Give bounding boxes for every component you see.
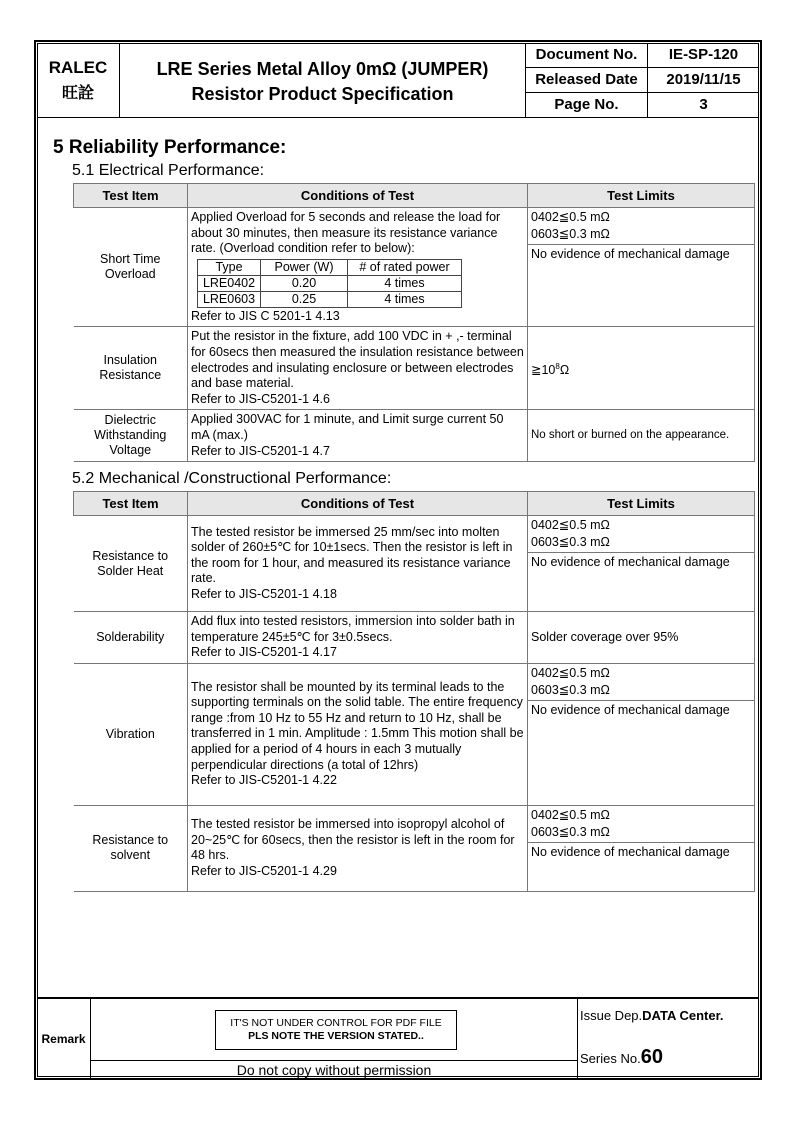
sub-cell: 4 times — [348, 291, 462, 307]
conditions-text: Add flux into tested resistors, immersion into solder bath in temperature 245±5℃ for 3±0.5secs. — [191, 614, 515, 644]
reference-text: Refer to JIS-C5201-1 4.17 — [191, 645, 337, 660]
test-item-cell: Short Time Overload — [74, 208, 188, 327]
header-limits: Test Limits — [528, 184, 755, 208]
sub-cell: 4 times — [348, 275, 462, 291]
limit-damage: No evidence of mechanical damage — [531, 844, 730, 859]
sub-table-row — [198, 291, 462, 307]
limits-cell — [528, 516, 755, 612]
header-limits: Test Limits — [528, 492, 755, 516]
issue-label: Issue Dep. — [580, 1008, 643, 1023]
test-item-cell: Dielectric Withstanding Voltage — [74, 410, 188, 462]
pdf-control-notice — [215, 1010, 457, 1050]
title-line-1: LRE Series Metal Alloy 0mΩ (JUMPER) — [156, 59, 489, 79]
table-row — [74, 516, 755, 612]
sub-header-power: Power (W) — [261, 259, 348, 275]
limits-cell — [528, 410, 755, 462]
limit-damage: No evidence of mechanical damage — [531, 702, 730, 717]
limits-cell — [528, 663, 755, 805]
subsection-electrical: 5.1 Electrical Performance: — [72, 162, 265, 179]
meta-row-document-no — [526, 43, 759, 68]
limit-0402: 0402≦0.5 mΩ — [531, 210, 610, 224]
header-conditions: Conditions of Test — [188, 492, 528, 516]
limit-exponent: 8 — [555, 361, 560, 371]
sub-cell: LRE0402 — [198, 275, 261, 291]
header-test-item: Test Item — [74, 184, 188, 208]
meta-value: 3 — [699, 96, 708, 113]
limits-resistance — [528, 806, 754, 843]
sub-cell: 0.25 — [261, 291, 348, 307]
title-line-2: Resistor Product Specification — [191, 84, 454, 104]
table-row — [74, 208, 755, 327]
test-item-cell: Solderability — [74, 612, 188, 664]
table-header-row — [74, 492, 755, 516]
conditions-cell — [188, 410, 528, 462]
limit-0603: 0603≦0.3 mΩ — [531, 824, 610, 839]
limit-unit: Ω — [559, 362, 570, 377]
series-value: 60 — [640, 1046, 663, 1068]
limit-0402: 0402≦0.5 mΩ — [531, 807, 610, 822]
footer-info — [577, 999, 759, 1079]
limit-prefix: ≧10 — [531, 362, 556, 377]
limit-0603: 0603≦0.3 mΩ — [531, 682, 610, 697]
sub-header-rated-power: # of rated power — [348, 259, 462, 275]
limit-dielectric: No short or burned on the appearance. — [531, 429, 730, 442]
table-row — [74, 327, 755, 410]
conditions-text: Applied 300VAC for 1 minute, and Limit surge current 50 mA (max.) — [191, 412, 504, 442]
conditions-cell — [188, 805, 528, 891]
meta-label: Page No. — [526, 93, 648, 117]
logo-english: RALEC — [48, 58, 108, 77]
limit-damage: No evidence of mechanical damage — [531, 247, 730, 261]
table-row — [74, 805, 755, 891]
series-label: Series No. — [580, 1051, 641, 1066]
subsection-mechanical: 5.2 Mechanical /Constructional Performance: — [72, 470, 392, 487]
overload-condition-table — [197, 259, 462, 308]
conditions-text: Applied Overload for 5 seconds and release the load for about 30 minutes, then measure its resistance variance rate. (Overload condition refer to below): — [191, 210, 501, 256]
table-row — [74, 663, 755, 805]
limit-insulation — [528, 357, 754, 380]
conditions-text: Put the resistor in the fixture, add 100 VDC in + ,- terminal for 60secs then measured the insulation resistance between electrodes and insulating enclosure or between electrodes and base material. — [191, 329, 524, 391]
limits-cell — [528, 805, 755, 891]
limits-cell — [528, 327, 755, 410]
meta-row-released-date — [526, 68, 759, 93]
limit-damage: No evidence of mechanical damage — [531, 555, 730, 569]
reference-text: Refer to JIS-C5201-1 4.6 — [191, 391, 330, 406]
section-title: 5 Reliability Performance: — [53, 137, 287, 158]
conditions-cell — [188, 208, 528, 327]
reference-text: Refer to JIS-C5201-1 4.7 — [191, 443, 330, 458]
notice-line-2: PLS NOTE THE VERSION STATED.. — [248, 1030, 424, 1042]
copy-notice: Do not copy without permission — [91, 1060, 577, 1079]
electrical-performance-table — [73, 183, 755, 462]
meta-label: Document No. — [526, 43, 648, 67]
conditions-cell — [188, 612, 528, 664]
page-footer — [37, 997, 759, 1077]
sub-table-row — [198, 275, 462, 291]
limits-resistance — [528, 208, 754, 245]
sub-cell: LRE0603 — [198, 291, 261, 307]
test-item-cell: Insulation Resistance — [74, 327, 188, 410]
series-number — [580, 1046, 663, 1069]
reference-text: Refer to JIS-C5201-1 4.18 — [191, 586, 337, 601]
limits-cell — [528, 208, 755, 327]
header-conditions: Conditions of Test — [188, 184, 528, 208]
sub-table-header — [198, 259, 462, 275]
conditions-text: The tested resistor be immersed 25 mm/sec into molten solder of 260±5℃ for 10±1secs. Then the resistor is left in the room for 1 hour, and measured its resistance variance rate. — [191, 524, 513, 586]
sub-cell: 0.20 — [261, 275, 348, 291]
table-row — [74, 612, 755, 664]
meta-value: IE-SP-120 — [668, 46, 739, 63]
reference-text: Refer to JIS C 5201-1 4.13 — [191, 308, 340, 323]
remark-label: Remark — [37, 999, 91, 1079]
company-logo — [37, 43, 120, 118]
limits-resistance — [528, 664, 754, 701]
conditions-text: The resistor shall be mounted by its terminal leads to the supporting terminals on the solid table. The entire frequency range :from 10 Hz to 55 Hz and return to 10 Hz, shall be transferred in 1 min. Amplitude : 1.5mm This motion shall be applied for a period of 4 hours in each 3 mutually perpendicular directions (a total of 12hrs) — [191, 679, 524, 772]
test-item-cell: Resistance to solvent — [74, 805, 188, 891]
limits-cell — [528, 612, 755, 664]
issue-value: DATA Center. — [642, 1008, 724, 1023]
document-title — [120, 43, 525, 118]
meta-row-page-no — [526, 93, 759, 117]
conditions-cell — [188, 327, 528, 410]
table-row — [74, 410, 755, 462]
notice-line-1: IT'S NOT UNDER CONTROL FOR PDF FILE — [230, 1017, 442, 1029]
reference-text: Refer to JIS-C5201-1 4.29 — [191, 863, 337, 878]
limit-0402: 0402≦0.5 mΩ — [531, 518, 610, 532]
reference-text: Refer to JIS-C5201-1 4.22 — [191, 773, 337, 788]
limit-0402: 0402≦0.5 mΩ — [531, 665, 610, 680]
limit-solder-coverage: Solder coverage over 95% — [531, 629, 679, 644]
limits-resistance — [528, 516, 754, 553]
header-test-item: Test Item — [74, 492, 188, 516]
meta-value: 2019/11/15 — [666, 71, 741, 88]
sub-header-type: Type — [198, 259, 261, 275]
meta-label: Released Date — [526, 68, 648, 92]
conditions-text: The tested resistor be immersed into isopropyl alcohol of 20~25℃ for 60secs, then the resistor is left in the room for 48 hrs. — [191, 817, 515, 863]
mechanical-performance-table — [73, 491, 755, 892]
test-item-cell: Resistance to Solder Heat — [74, 516, 188, 612]
document-meta-table — [525, 43, 759, 118]
conditions-cell — [188, 663, 528, 805]
table-header-row — [74, 184, 755, 208]
limit-0603: 0603≦0.3 mΩ — [531, 227, 610, 241]
logo-chinese: 旺詮 — [61, 85, 94, 102]
test-item-cell: Vibration — [74, 663, 188, 805]
issue-department — [580, 1008, 724, 1023]
limit-0603: 0603≦0.3 mΩ — [531, 535, 610, 549]
conditions-cell — [188, 516, 528, 612]
